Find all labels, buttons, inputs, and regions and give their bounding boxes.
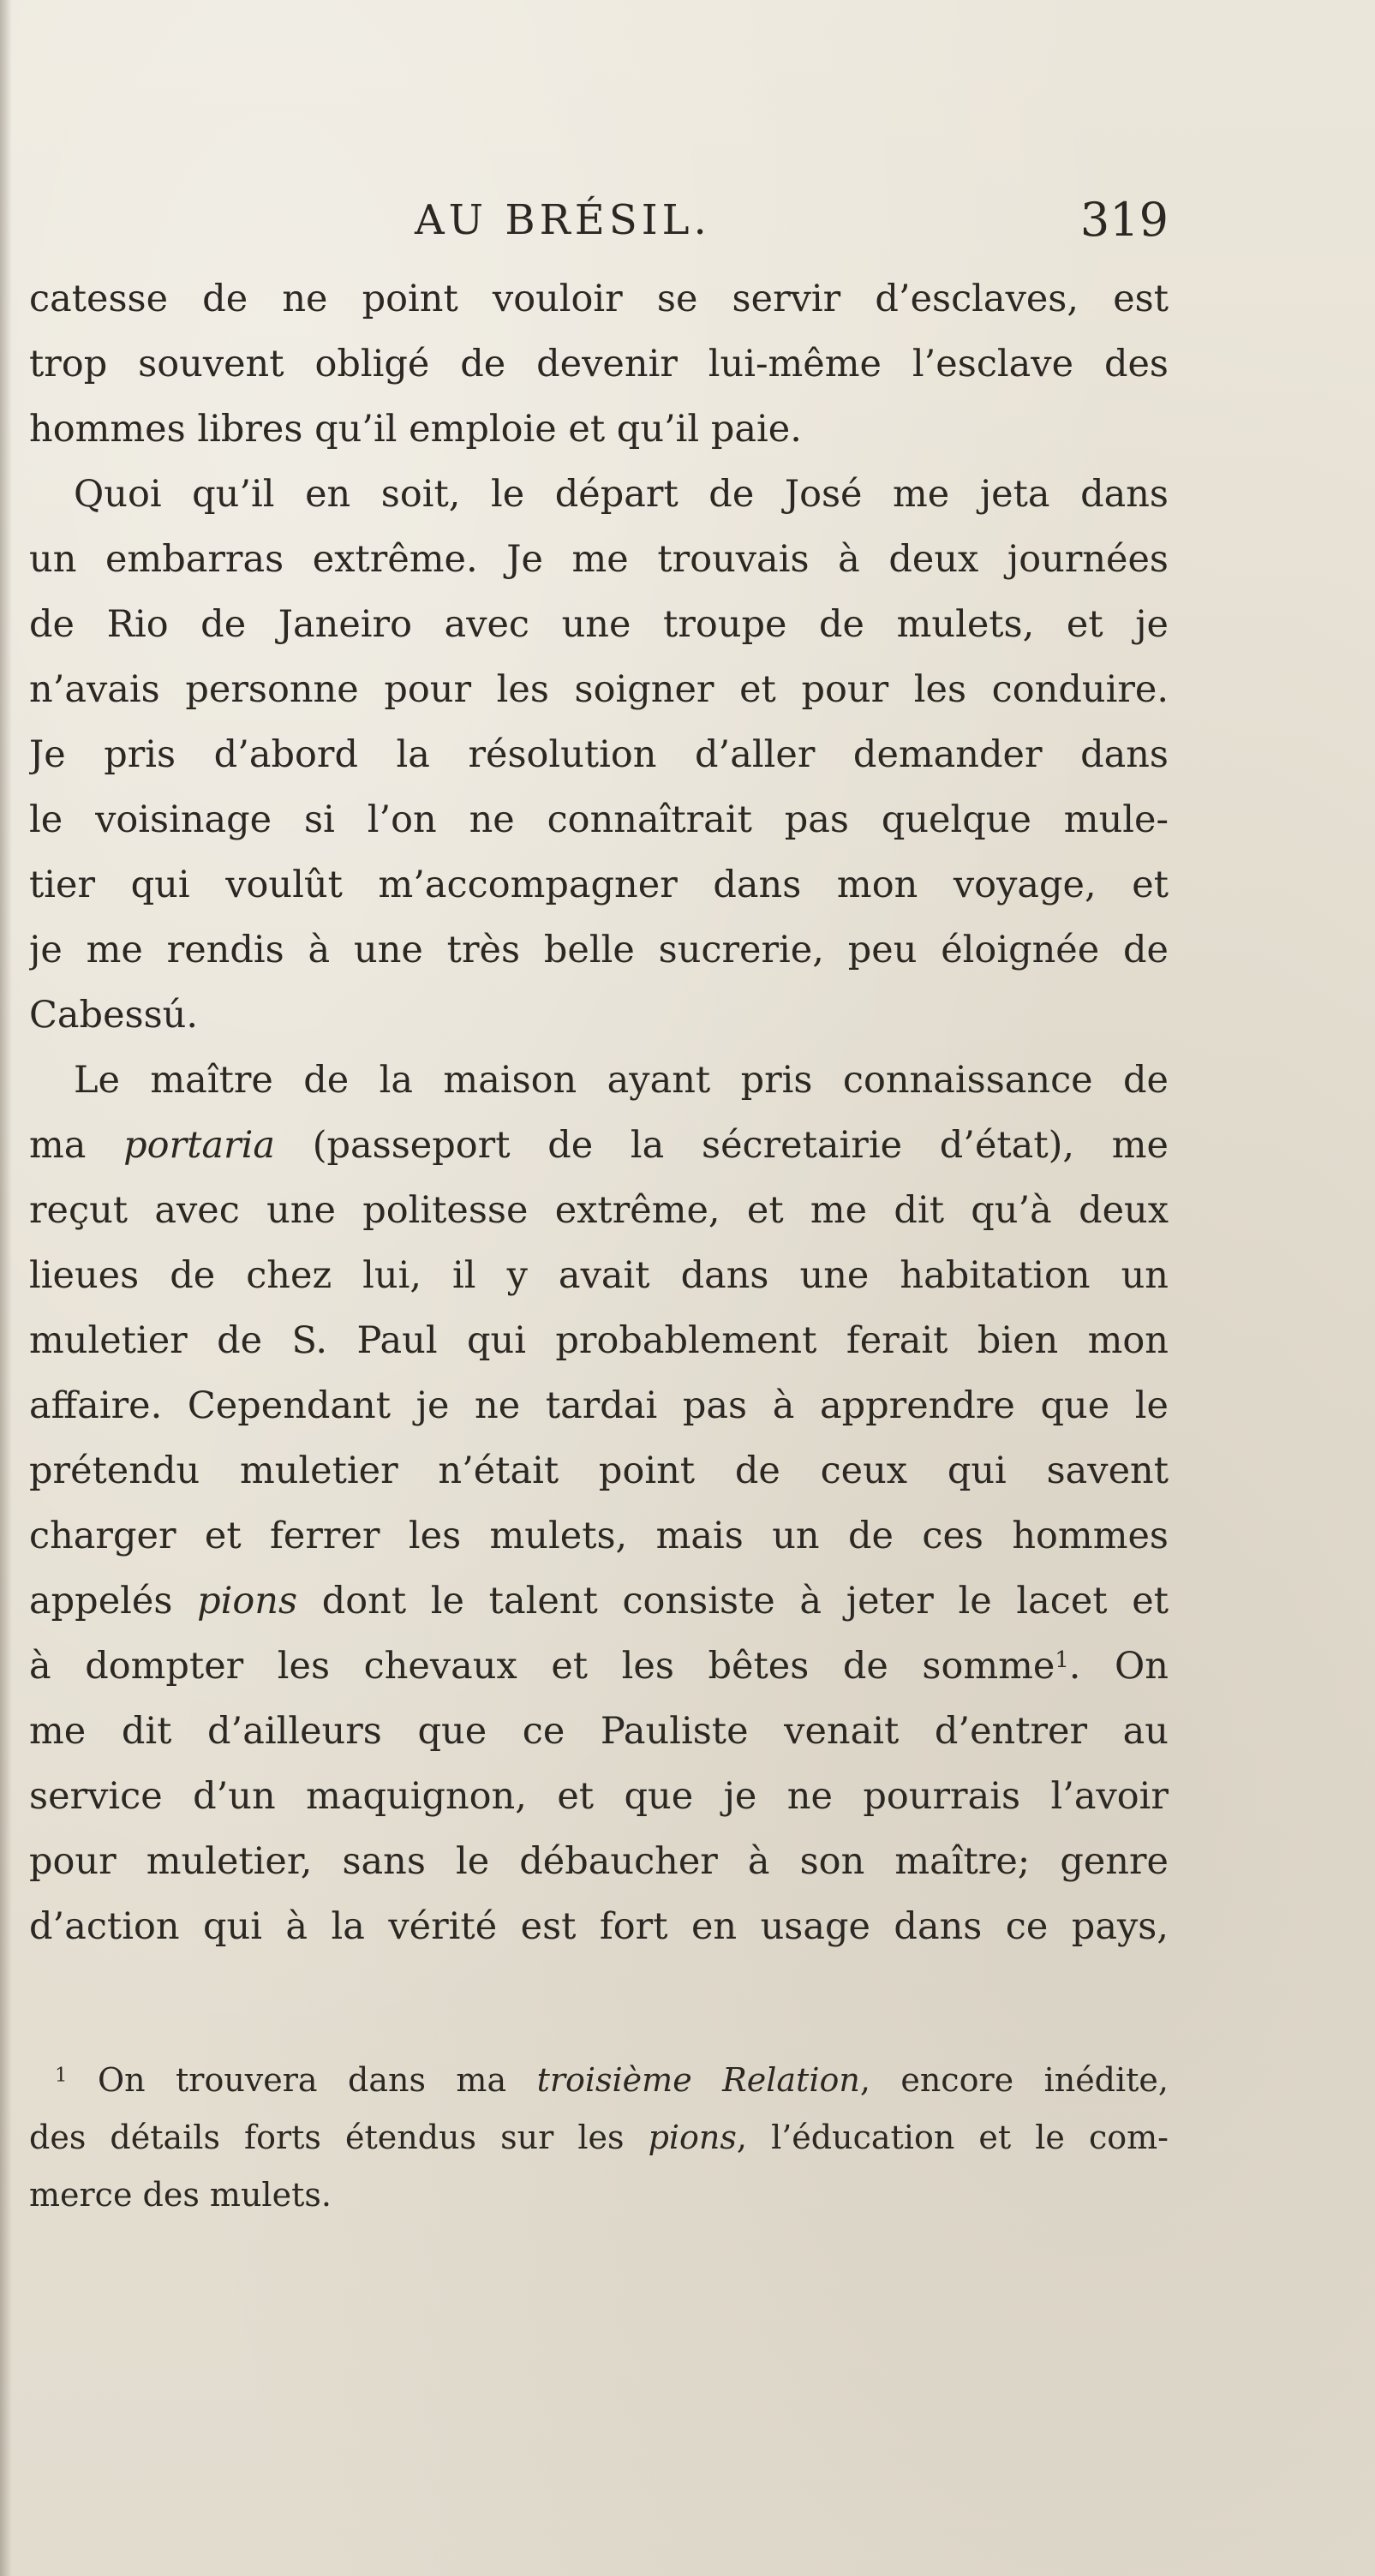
text-line: catesse de ne point vouloir se servir d’esclaves, est: [29, 278, 1169, 320]
text-line: service d’un maquignon, et que je ne pourrais l’avoir: [29, 1775, 1169, 1818]
text-line: [29, 1113, 1169, 1178]
text-line: Quoi qu’il en soit, le départ de José me jeta dans: [74, 473, 1169, 516]
page-gutter-shadow: [0, 0, 12, 2576]
text-line: d’action qui à la vérité est fort en usage dans ce pays,: [29, 1905, 1169, 1948]
text-line: je me rendis à une très belle sucrerie, peu éloignée de: [29, 929, 1169, 971]
text-line: Cabessú.: [29, 994, 199, 1037]
text-line: tier qui voulût m’accompagner dans mon voyage, et: [29, 864, 1169, 906]
body-text: [29, 266, 1169, 1959]
text-fragment: des détails forts étendus sur les: [29, 2119, 649, 2156]
text-fragment: (passeport de la sécretairie d’état), me: [274, 1124, 1169, 1167]
footnotes: [29, 2052, 1169, 2224]
footnote-line: [29, 2109, 1169, 2167]
text-fragment: . On: [1068, 1645, 1169, 1688]
text-line: charger et ferrer les mulets, mais un de ces hommes: [29, 1515, 1169, 1557]
italic-term-pions: pions: [648, 2119, 737, 2156]
text-fragment: ma: [29, 1124, 124, 1167]
text-fragment: , encore inédite,: [859, 2061, 1169, 2099]
text-line: affaire. Cependant je ne tardai pas à apprendre que le: [29, 1384, 1169, 1427]
text-fragment: dont le talent consiste à jeter le lacet et: [297, 1580, 1169, 1623]
italic-title: troisième Relation: [536, 2061, 860, 2099]
text-fragment: On trouvera dans ma: [67, 2061, 537, 2099]
footnote-marker: 1: [55, 2064, 68, 2087]
text-line: un embarras extrême. Je me trouvais à deux journées: [29, 538, 1169, 581]
page-number: 319: [1079, 193, 1169, 247]
text-line: n’avais personne pour les soigner et pour les conduire.: [29, 668, 1169, 711]
italic-term-portaria: portaria: [123, 1124, 275, 1167]
text-fragment: à dompter les chevaux et les bêtes de somme: [29, 1645, 1055, 1688]
text-line: Je pris d’abord la résolution d’aller demander dans: [29, 733, 1169, 776]
text-line: le voisinage si l’on ne connaîtrait pas quelque mule-: [29, 798, 1169, 841]
footnote-line: [29, 2052, 1169, 2109]
text-line: hommes libres qu’il emploie et qu’il paie.: [29, 408, 802, 451]
text-fragment: appelés: [29, 1580, 198, 1623]
text-line: Le maître de la maison ayant pris connaissance de: [74, 1059, 1169, 1102]
running-head: [29, 190, 1169, 250]
text-line: prétendu muletier n’était point de ceux qui savent: [29, 1449, 1169, 1492]
text-line: muletier de S. Paul qui probablement ferait bien mon: [29, 1319, 1169, 1362]
text-line: [29, 1569, 1169, 1634]
footnote-reference[interactable]: 1: [1055, 1647, 1069, 1674]
text-line: reçut avec une politesse extrême, et me dit qu’à deux: [29, 1189, 1169, 1232]
text-line: de Rio de Janeiro avec une troupe de mulets, et je: [29, 603, 1169, 646]
running-title: AU BRÉSIL.: [415, 196, 711, 244]
italic-term-pions: pions: [197, 1580, 298, 1623]
text-line: [29, 1634, 1169, 1699]
text-line: me dit d’ailleurs que ce Pauliste venait d’entrer au: [29, 1710, 1169, 1753]
footnote-line: merce des mulets.: [29, 2176, 332, 2214]
text-line: trop souvent obligé de devenir lui-même l’esclave des: [29, 343, 1169, 386]
text-fragment: , l’éducation et le com-: [736, 2119, 1169, 2156]
text-line: pour muletier, sans le débaucher à son maître; genre: [29, 1840, 1169, 1883]
text-line: lieues de chez lui, il y avait dans une habitation un: [29, 1254, 1169, 1297]
